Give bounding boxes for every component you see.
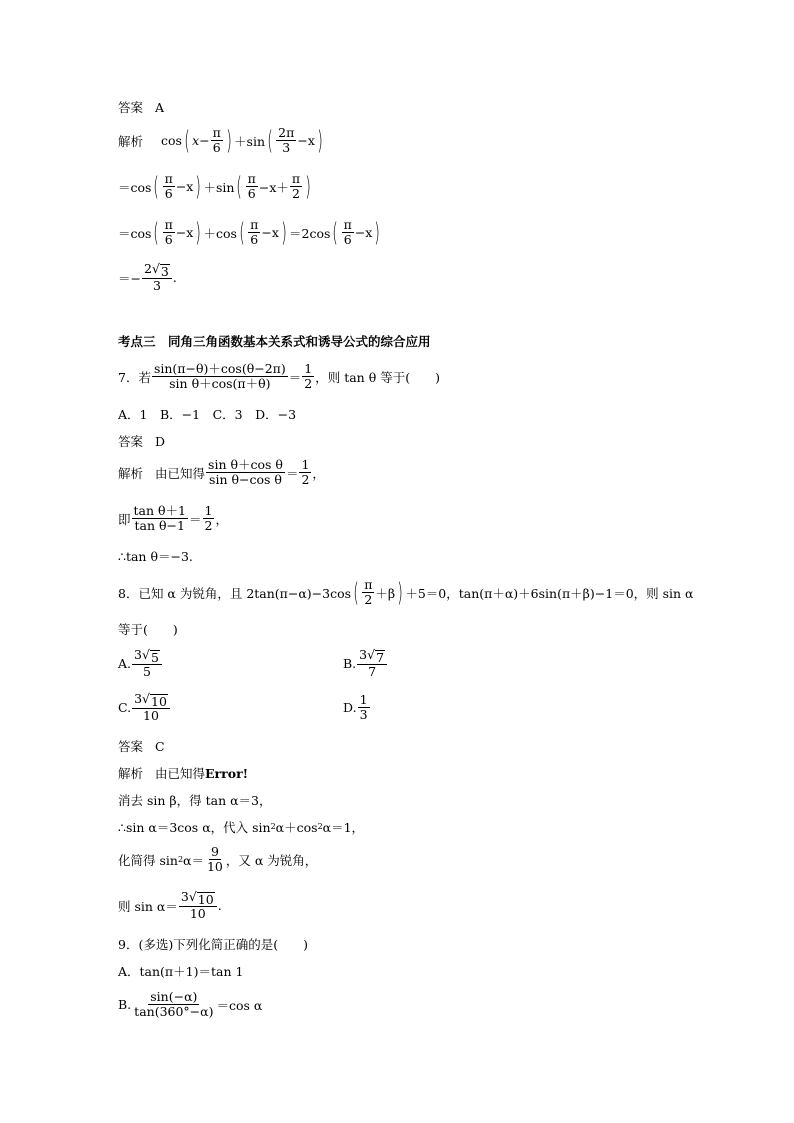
analysis-8-line-2: 消去 sin β，得 tan α＝3， (118, 793, 272, 808)
analysis-7-line-3: ∴tan θ＝−3. (118, 549, 193, 564)
left-paren: ( (153, 171, 160, 202)
question-7 (118, 362, 440, 391)
math-text: ＝ (285, 465, 299, 481)
fraction: $\frac{\text{sin θ＋cos θ}}{\text{sin θ−cos θ}}$ (208, 457, 283, 487)
right-paren: ) (195, 217, 202, 248)
fraction: $\frac{1}{2}$ (204, 503, 213, 533)
math-text: −x (354, 225, 373, 240)
math-text: 由已知得 (155, 465, 206, 481)
math-text: −x (297, 133, 315, 148)
analysis-line-3 (118, 218, 383, 247)
question-8-stem-end: 等于( ) (118, 622, 178, 637)
analysis-label: 解析 (118, 465, 144, 481)
left-paren: ( (153, 217, 160, 248)
error-text: Error! (205, 765, 249, 781)
question-8-options-row-1 (118, 648, 578, 679)
question-number: 7．若 (118, 369, 151, 385)
math-text: ＋5＝0，tan(π＋α)＋6sin(π＋β)−1＝0，则 sin α (405, 585, 694, 601)
answer-label: 答案 (118, 434, 144, 449)
fraction: $\frac{\pi}{6}$ (164, 171, 173, 201)
question-8 (118, 578, 694, 607)
fraction: $\frac{\sin(-\alpha)}{\tan(360^\circ-\alpha)}$ (134, 989, 214, 1019)
answer-label: 答案 (118, 100, 144, 115)
math-text: . (172, 270, 177, 285)
right-paren: ) (317, 125, 323, 156)
option-a: A. 3 √ 5 5 (118, 648, 343, 679)
option-c: C. 3 √ 10 10 (118, 692, 343, 723)
answer-line-1 (118, 98, 164, 116)
question-7-options: A．1 B．−1 C．3 D．−3 (118, 407, 297, 422)
answer-line-7 (118, 432, 165, 450)
fraction: $\frac{2\pi}{3}$ (278, 125, 295, 155)
answer-value: A (155, 99, 165, 115)
fraction: $\frac{1}{2}$ (304, 361, 313, 391)
fraction: $\frac{\pi}{6}$ (212, 125, 221, 155)
left-paren: ( (236, 171, 243, 202)
math-text: −x (261, 225, 279, 240)
question-8-options-row-2 (118, 692, 578, 723)
fraction: $\frac{\pi}{2}$ (364, 577, 373, 607)
math-text: ＋β (375, 585, 396, 601)
analysis-label: 解析 (118, 766, 144, 781)
right-paren: ) (374, 217, 381, 248)
math-text: ＝ (288, 369, 302, 385)
left-paren: ( (267, 125, 273, 156)
analysis-8-line-3: ∴sin α＝3cos α，代入 sin 2 α＋cos 2 α＝1， (118, 820, 365, 835)
answer-value: C (155, 738, 165, 754)
analysis-line-4 (118, 262, 177, 293)
right-paren: ) (195, 171, 202, 202)
answer-label: 答案 (118, 739, 144, 754)
math-var: x (192, 133, 200, 148)
analysis-line-1 (118, 126, 325, 155)
fraction: $\frac{\pi}{6}$ (250, 217, 259, 247)
left-paren: ( (332, 217, 339, 248)
analysis-line-2 (118, 172, 313, 201)
analysis-7-line-1 (118, 458, 325, 487)
math-text: − (199, 133, 210, 148)
right-paren: ) (226, 125, 232, 156)
fraction: $\frac{\pi}{6}$ (343, 217, 352, 247)
fraction: $\frac{\pi}{6}$ (164, 217, 173, 247)
math-text: ， (312, 465, 325, 481)
answer-value: D (155, 433, 166, 449)
question-9-option-a: A．tan(π＋1)＝tan 1 (118, 964, 244, 979)
math-text: ＝− (118, 270, 141, 286)
question-9: 9．(多选)下列化简正确的是( ) (118, 937, 308, 952)
math-text: ，则 tan θ 等于( ) (315, 369, 440, 385)
fraction: $\frac{\text{tan θ＋1}}{\text{tan θ−1}}$ (133, 503, 186, 533)
fraction: $\frac{1}{2}$ (301, 457, 310, 487)
fraction: $\frac{\pi}{2}$ (291, 171, 301, 201)
math-text: −x (175, 225, 194, 240)
fraction: $\frac{\pi}{6}$ (247, 171, 256, 201)
option-b: B. 3 √ 7 7 (343, 648, 388, 679)
analysis-label: 解析 (118, 133, 144, 149)
fraction: $\frac{9}{10}$ (206, 844, 223, 874)
math-text: ＋sin (234, 133, 266, 149)
answer-line-8 (118, 737, 165, 755)
right-paren: ) (397, 577, 404, 608)
option-d: D. $\frac{1}{3}$ (343, 692, 368, 722)
analysis-7-line-2 (118, 504, 228, 533)
fraction: 2 √ 3 3 (142, 262, 172, 293)
analysis-8-line-1 (118, 764, 248, 782)
right-paren: ) (305, 171, 311, 202)
math-text: −x＋ (258, 179, 289, 195)
analysis-8-line-4: 化简得 sin 2 α＝ $\frac{9}{10}$ ，又 α 为锐角， (118, 844, 318, 874)
math-text: cos (161, 133, 182, 148)
analysis-8-line-5: 则 sin α＝ 3 √ 10 10 . (118, 889, 222, 921)
math-text: ＋sin (203, 179, 235, 195)
fraction: $\frac{\sin(\pi-\theta)+\cos(\theta-2\pi)}{\text{sin θ＋cos(π＋θ)}}$ (153, 361, 286, 391)
question-9-option-b: B. $\frac{\sin(-\alpha)}{\tan(360^\circ-\alpha)}$ ＝cos α (118, 989, 263, 1019)
math-text: ＝cos (118, 225, 152, 241)
math-text: ＝ (189, 511, 202, 527)
math-text: ， (215, 511, 228, 527)
section-title: 考点三 同角三角函数基本关系式和诱导公式的综合应用 (118, 334, 431, 349)
math-text: 即 (118, 511, 131, 527)
math-text: ＝cos (118, 179, 152, 195)
fraction: 3 √ 10 10 (179, 890, 217, 921)
math-text: ＋cos (203, 225, 237, 241)
math-text: −x (175, 179, 194, 194)
math-text: 8．已知 α 为锐角，且 2tan(π−α)−3cos (118, 585, 352, 601)
right-paren: ) (281, 217, 287, 248)
left-paren: ( (353, 577, 359, 608)
left-paren: ( (239, 217, 245, 248)
left-paren: ( (184, 125, 190, 156)
math-text: 由已知得 (155, 766, 206, 781)
math-text: ＝2cos (289, 225, 331, 241)
